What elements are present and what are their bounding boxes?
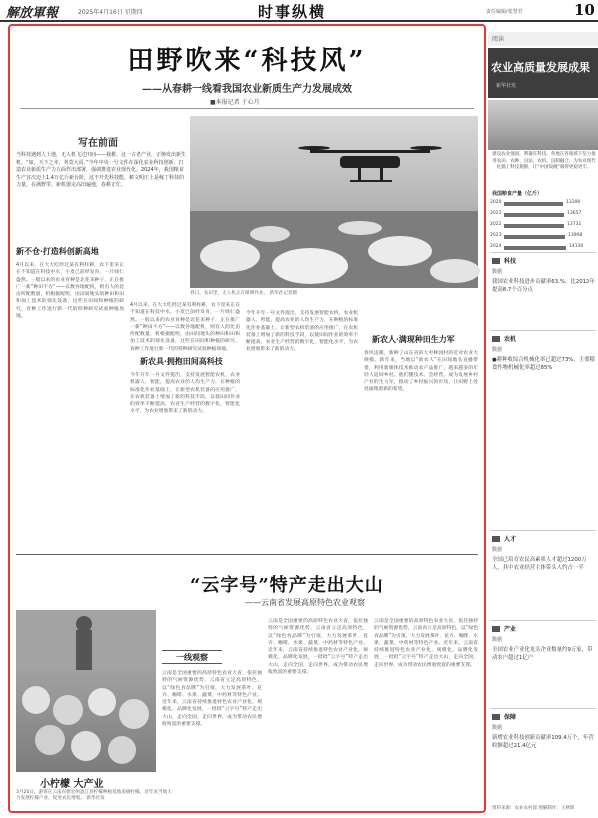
issue-date: 2025年4月16日 星期四 bbox=[78, 9, 143, 16]
sidebar-section-tag: 科技 bbox=[504, 258, 517, 265]
section2-body: 今年开年一号文件提出，支持发展智能农机、农业机器人、智能，提高农业的人均生产力，在种植的标准化作业基础上，让新型农机装备的应用推广，在农机装备上增加了新的科技手段，以使田间作业的效率不断提高，农业生产经营的数字化、智能化水平，为农业增收带来了新的动力。 bbox=[130, 373, 240, 415]
grain-bar-value: 13731 bbox=[567, 222, 582, 227]
story-divider bbox=[16, 554, 478, 555]
grain-bar-year: 2022 bbox=[490, 222, 502, 227]
grain-bar bbox=[504, 213, 564, 217]
newspaper-logo: 解放軍報 bbox=[6, 6, 59, 21]
sidebar-header-label: 阅读 bbox=[492, 36, 505, 43]
grain-bar-row bbox=[490, 222, 596, 230]
grain-chart-title: 我国粮食产量（亿斤） bbox=[492, 191, 543, 197]
drone-field-illustration bbox=[190, 116, 478, 288]
sidebar-divider bbox=[490, 708, 596, 709]
sidebar-photo-text: 建设农业强国，利器在科技。各地在各领域下坚力推进农田、农种、良法、农机、良制融合，为农业现代化插上科技翅膀，让“中国饭碗”端得更稳更牢。 bbox=[492, 152, 596, 170]
intro-text: 当科技遇到人土地，无人机飞过田间——我耕、这一古老产业，正焕发出新生机。“如，天下之本，务莫大焉。”今年中央一号文件在深化农业科技创新、打造农业新质生产力方面作出部署，强调推进农业现代化。2024年，我国粮食生产首次迈上1.4万亿斤新台阶，这不开先科技能、耕文明庄上是稼丁科技的力量。在满野里、新机器走高田遍地，春耕正忙。 bbox=[16, 152, 187, 188]
grain-bar bbox=[504, 224, 564, 228]
sidebar-section-tag: 产业 bbox=[504, 626, 517, 633]
lead-story-subtitle: ——从春耕一线看我国农业新质生产力发展成效 bbox=[142, 84, 352, 95]
sidebar-banner-subtitle: 新华社发 bbox=[496, 83, 517, 89]
grain-bar-year: 2023 bbox=[490, 233, 502, 238]
sidebar-panel bbox=[488, 24, 598, 818]
frontline-tag bbox=[162, 650, 222, 664]
sidebar-section-text: ●耕种收综合机械化率已超过73%，主要粮食作物机械化率超过85% bbox=[492, 357, 595, 371]
grain-bar bbox=[504, 202, 563, 206]
grain-bar bbox=[504, 235, 565, 239]
sidebar-header bbox=[488, 32, 598, 46]
grain-bar-row bbox=[490, 244, 596, 252]
column3-text: 今年开年一号文件提出，支持发展智能农机、农业机器人、智能，提高农业的人均生产力，在种植的标准化作业基础上，让新型农机装备的应用推广，在农机装备上增加了新的科技手段，以使田间作业的效率不断提高，农业生产经营的数字化、智能化水平，为农业增收带来了新的动力。 bbox=[246, 311, 358, 353]
sidebar-section-tag: 人才 bbox=[504, 536, 517, 543]
sidebar-section-text: 我国农业科技进步贡献率63.%，比2012年提高8.7个百分点 bbox=[492, 279, 595, 293]
sidebar-banner[interactable] bbox=[488, 48, 598, 98]
lemon-photo-caption: 小柠檬 大产业 bbox=[40, 779, 104, 790]
sidebar-divider bbox=[490, 252, 596, 253]
second-story-title[interactable]: “云字号”特产走出大山 bbox=[190, 575, 384, 596]
intro-heading: 写在前面 bbox=[78, 138, 118, 149]
lemon-photo-text: 3月20日，游客在云南省德宏州盈江县柠檬种植基地采摘柠檬。近年来当地大力发展柠檬产业，促进农民增收。 新华社发 bbox=[16, 790, 172, 801]
grain-bar-row bbox=[490, 233, 596, 241]
second-story-col1: 云南是全国重要的高原特色农业大省，依托独特的气候资源优势，云南省立足高原特色，以“绿色食品牌”为引领，大力发展茶叶、花卉、咖啡、水果、蔬菜、中药材等特色产业。近年来，云南省持续推进特色农业产业化、规模化、品牌化发展，一批批“云字号”特产走出大山，走向全国，走向世界，成为带动农民增收致富的重要支撑。 bbox=[162, 671, 262, 728]
sidebar-section-title: 数据 bbox=[492, 269, 503, 275]
grain-bar-value: 14130 bbox=[569, 244, 584, 249]
sidebar-section-text: 新增农业科技创新贡献率109.4万个，年营收额超过21.4亿元 bbox=[492, 735, 594, 749]
frontline-tag-label: 一线观察 bbox=[176, 652, 208, 662]
page-number: 10 bbox=[574, 1, 595, 19]
sidebar-photo bbox=[488, 100, 598, 150]
sidebar-section-tag: 保障 bbox=[504, 714, 517, 721]
second-story-col3: 云南是全国重要的高原特色农业大省，依托独特的气候资源优势，云南省立足高原特色，以“绿色食品牌”为引领，大力发展茶叶、花卉、咖啡、水果、蔬菜、中药材等特色产业。近年来，云南省持续推进特色农业产业化、规模化、品牌化发展，一批批“云字号”特产走出大山，走向全国，走向世界，成为带动农民增收致富的重要支撑。 bbox=[374, 619, 478, 668]
second-story-col2: 云南是全国重要的高原特色农业大省，依托独特的气候资源优势，云南省立足高原特色，以“绿色食品牌”为引领，大力发展茶叶、花卉、咖啡、水果、蔬菜、中药材等特色产业。近年来，云南省持续推进特色农业产业化、规模化、品牌化发展，一批批“云字号”特产走出大山，走向全国，走向世界，成为带动农民增收致富的重要支撑。 bbox=[268, 619, 368, 676]
column2-lead-text: 4月以来，在大大吃经过某有利样耕，农下里来正在不知道在科技中水，小麦已前经发育，一片绿仁盎然。一般以来的农业育种是北花来种子，正在推广一新“种田不方”——以数谷地配机，则有人的比亩所配数量，机根据配组，由田间地头的种田和田和加工技术的领先设备，这些在田间和种植的研究、育种工作进行新一代的特种研究试验种植场地。 bbox=[130, 303, 240, 352]
sidebar-divider bbox=[490, 330, 596, 331]
sidebar-section-text: 全国农业产业化龙头企业数量约9万家，带动农户超过1亿户 bbox=[492, 647, 593, 661]
section3-heading: 新农人·满现种田生力军 bbox=[372, 334, 455, 344]
section3-body: 春风送暖，新种了山东省滨大枣林园村的近对农业大规模。新年来，当地以“新农人”在田间地头直播带货，利用新媒体技术推动农产品推广，越来越多的年轻人返回乡村。他们懂技术、会经营，成为发展乡村产业的生力军，推动了乡村振兴的步伐，让田野上处处涌现着新的希望。 bbox=[364, 351, 478, 393]
grain-bar-value: 13390 bbox=[566, 200, 581, 205]
grain-bar-row bbox=[490, 211, 596, 219]
grain-bar-value: 13657 bbox=[567, 211, 582, 216]
lead-photo[interactable] bbox=[190, 116, 478, 288]
section1-heading: 新不仓·打造科创新高地 bbox=[16, 246, 99, 256]
second-story-subtitle: ——云南省发展高原特色农业观察 bbox=[245, 598, 365, 607]
sidebar-section-text: 全国已培育农民高素质人才超过1200万人，其中农业经营主体带头人约占一半 bbox=[492, 557, 587, 571]
lead-photo-caption: 春日，农田里，无人机正在喷洒作业。 新华社记者摄 bbox=[190, 291, 298, 296]
lead-story-title[interactable]: 田野吹来“科技风” bbox=[127, 46, 367, 76]
title-divider bbox=[20, 108, 474, 109]
section1-body: 4月以来，在大大吃经过某有利样耕，农下里来正在不知道在科技中水，小麦已前经发育，一片绿仁盎然。一般以来的农业育种是北花来种子，正在推广一新“种田不方”——以数谷地配机，则有人的比亩所配数量，机根据配组，由田间地头的种田和田和加工技术的领先设备，这些在田间和种植的研究、育种工作进行新一代的特种研究试验种植场地。 bbox=[16, 263, 124, 320]
section2-heading: 新农具·拥抱田间高科技 bbox=[140, 356, 223, 366]
page-editor: 责任编辑/张慧君 bbox=[486, 9, 523, 15]
lemon-harvest-illustration bbox=[16, 610, 156, 772]
grain-bar-year: 2021 bbox=[490, 211, 502, 216]
sidebar-divider bbox=[490, 620, 596, 621]
lemon-photo[interactable] bbox=[16, 610, 156, 772]
sidebar-footer: 资料来源：农业农村部 图解制作：王秋辉 bbox=[492, 806, 575, 811]
lead-story-byline: ■本报记者 于心月 bbox=[210, 99, 260, 106]
grain-bar-year: 2024 bbox=[490, 244, 502, 249]
page-masthead bbox=[0, 0, 598, 22]
section-title: 时事纵横 bbox=[258, 3, 327, 21]
grain-bar-value: 13908 bbox=[568, 233, 583, 238]
sidebar-section-title: 数据 bbox=[492, 347, 503, 353]
grain-bar-year: 2020 bbox=[490, 200, 502, 205]
grain-bar-row bbox=[490, 200, 596, 208]
sidebar-divider bbox=[490, 530, 596, 531]
grain-bar bbox=[504, 246, 566, 250]
sidebar-section-title: 数据 bbox=[492, 637, 503, 643]
sidebar-section-title: 数据 bbox=[492, 547, 503, 553]
sidebar-section-tag: 农机 bbox=[504, 336, 517, 343]
sidebar-banner-title: 农业高质量发展成果 bbox=[491, 61, 590, 74]
sidebar-section-title: 数据 bbox=[492, 725, 503, 731]
drone-icon bbox=[298, 146, 442, 182]
